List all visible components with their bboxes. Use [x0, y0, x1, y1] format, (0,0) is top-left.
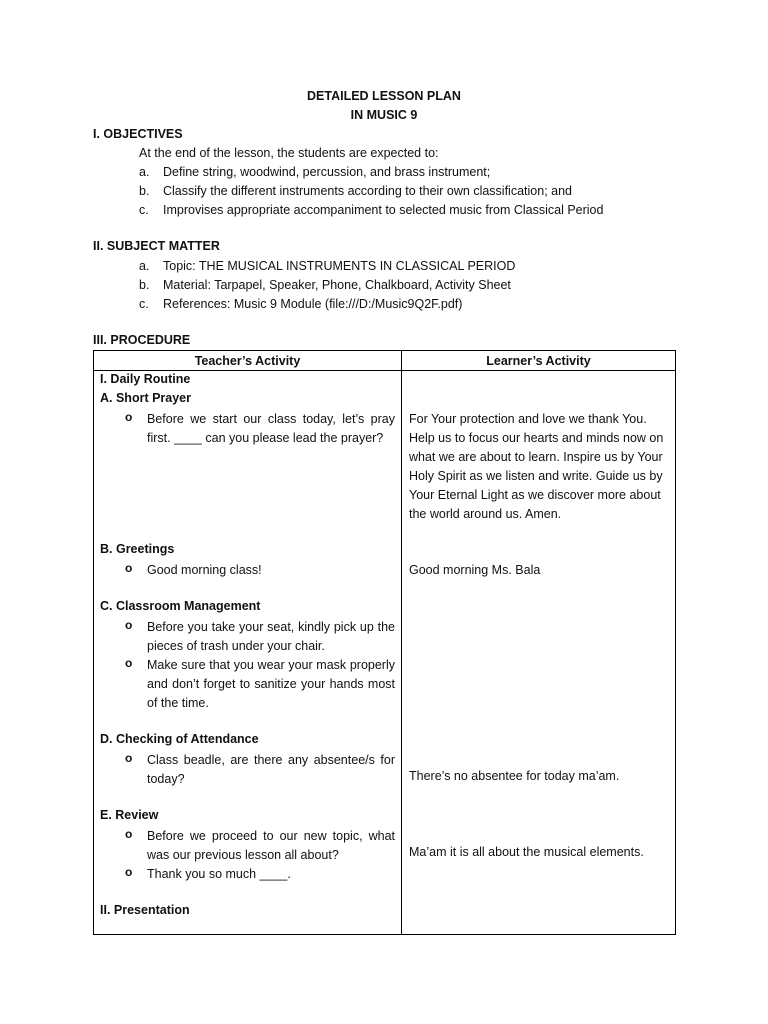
objective-item-b: Classify the different instruments according to their own classification; and — [163, 184, 572, 198]
objective-marker-b: b. — [139, 184, 150, 198]
learner-activity-header: Learner’s Activity — [402, 351, 676, 371]
subject-matter-heading: II. SUBJECT MATTER — [93, 239, 220, 253]
objectives-heading: I. OBJECTIVES — [93, 127, 183, 141]
greetings-heading: B. Greetings — [100, 542, 175, 556]
attendance-learner-text: There’s no absentee for today ma’am. — [409, 769, 620, 783]
learner-activity-cell — [402, 371, 676, 935]
teacher-activity-cell — [94, 371, 402, 935]
subject-label-references: References: — [163, 297, 231, 311]
subject-item-material — [163, 278, 511, 292]
prayer-learner-text: For Your protection and love we thank You. Help us to focus our hearts and minds now on what we are about to learn. Inspire us by Your Holy Spirit as we listen and write. Guide us by Your Eternal Light as we discover more about the world around us. Amen. — [409, 412, 664, 521]
procedure-table — [93, 350, 676, 935]
subject-item-references — [163, 297, 462, 311]
teacher-activity-header: Teacher’s Activity — [94, 351, 402, 371]
review-learner-text: Ma’am it is all about the musical elements. — [409, 845, 644, 859]
bullet-icon: o — [125, 410, 133, 424]
subject-value-references: Music 9 Module (file:///D:/Music9Q2F.pdf) — [233, 297, 463, 311]
objectives-intro: At the end of the lesson, the students are expected to: — [139, 146, 439, 160]
review-teacher-text-2: Thank you so much ____. — [147, 867, 291, 881]
bullet-icon: o — [125, 827, 133, 841]
objective-marker-c: c. — [139, 203, 149, 217]
attendance-teacher-text: Class beadle, are there any absentee/s for today? — [147, 753, 395, 786]
subject-value-material: Tarpapel, Speaker, Phone, Chalkboard, Activity Sheet — [214, 278, 511, 292]
objective-item-c: Improvises appropriate accompaniment to selected music from Classical Period — [163, 203, 604, 217]
objective-item-a: Define string, woodwind, percussion, and brass instrument; — [163, 165, 491, 179]
classroom-management-heading: C. Classroom Management — [100, 599, 261, 613]
document-subtitle: IN MUSIC 9 — [350, 108, 418, 122]
management-text-1: Before you take your seat, kindly pick up the pieces of trash under your chair. — [147, 620, 395, 653]
subject-marker-a: a. — [139, 259, 150, 273]
short-prayer-heading: A. Short Prayer — [100, 391, 192, 405]
subject-marker-b: b. — [139, 278, 150, 292]
prayer-teacher-text: Before we start our class today, let’s pray first. ____ can you please lead the prayer? — [147, 412, 395, 445]
daily-routine-heading: I. Daily Routine — [100, 372, 191, 386]
review-heading: E. Review — [100, 808, 159, 822]
attendance-heading: D. Checking of Attendance — [100, 732, 259, 746]
objective-marker-a: a. — [139, 165, 150, 179]
management-text-2: Make sure that you wear your mask properly and don’t forget to sanitize your hands most of the time. — [147, 658, 395, 710]
procedure-heading: III. PROCEDURE — [93, 333, 191, 347]
presentation-heading: II. Presentation — [100, 903, 190, 917]
subject-item-topic — [163, 259, 515, 273]
bullet-icon: o — [125, 751, 133, 765]
bullet-icon: o — [125, 865, 133, 879]
subject-label-topic: Topic: — [163, 259, 196, 273]
review-teacher-text-1: Before we proceed to our new topic, what was our previous lesson all about? — [147, 829, 395, 862]
greet-learner-text: Good morning Ms. Bala — [409, 563, 541, 577]
bullet-icon: o — [125, 656, 133, 670]
bullet-icon: o — [125, 618, 133, 632]
subject-marker-c: c. — [139, 297, 149, 311]
bullet-icon: o — [125, 561, 133, 575]
subject-value-topic: THE MUSICAL INSTRUMENTS IN CLASSICAL PERIOD — [198, 259, 516, 273]
greet-teacher-text: Good morning class! — [147, 563, 262, 577]
document-title: DETAILED LESSON PLAN — [307, 89, 461, 103]
subject-label-material: Material: — [163, 278, 211, 292]
